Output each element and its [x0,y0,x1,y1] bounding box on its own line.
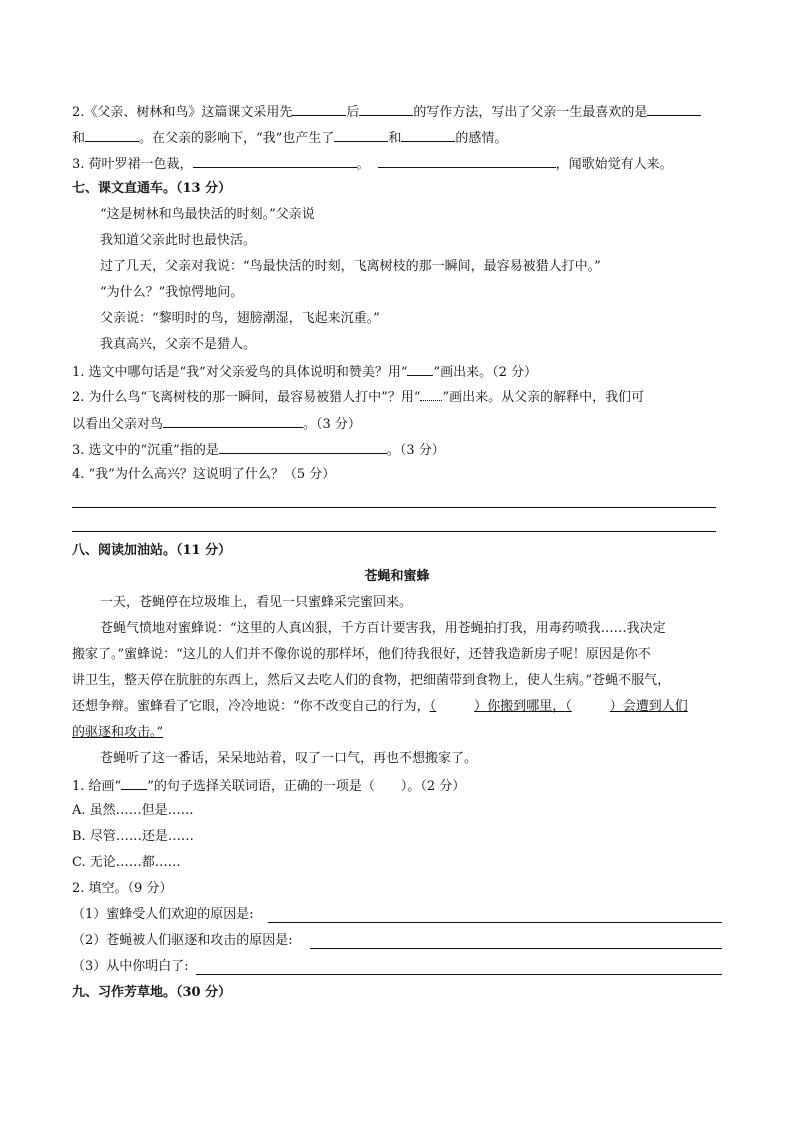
text: （2）苍蝇被人们驱逐和攻击的原因是: [72,933,293,948]
sec7-q2-line1 [72,388,644,407]
story-line: 讲卫生，整天停在肮脏的东西上，然后又去吃人们的食物，把细菌带到食物上，使人生病。”苍蝇不服气， [72,673,671,688]
sec7-q3 [72,440,445,460]
q2-line2 [72,128,507,148]
option-c[interactable]: C. 无论……都…… [72,855,181,870]
sec7-q1 [72,362,537,382]
text: ”画出来。从父亲的解释中，我们可 [442,390,645,405]
story-line-underlined [72,698,688,716]
underline-mark [121,776,147,790]
text: 后 [346,105,360,120]
fill-item-1 [72,906,254,924]
answer-paren[interactable] [572,698,610,716]
answer-line[interactable] [72,507,716,508]
story-line: 苍蝇气愤地对蜜蜂说：“这里的人真凶狠，千方百计要害我，用苍蝇拍打我，用毒药喷我……我决定 [100,621,666,636]
text: 以看出父亲对鸟 [72,417,164,432]
text: ”画出来。（2 分） [433,365,538,380]
text: 1. 选文中哪句话是“我”对父亲爱鸟的具体说明和赞美？用“ [72,365,408,380]
section7-title: 七、课文直通车。（13 分） [72,181,232,196]
paren-open: （ [429,699,437,714]
sec7-q2-line2 [72,414,361,434]
blank[interactable] [292,102,346,116]
fill-item-2 [72,932,293,950]
text: 1. 给画“ [72,779,122,794]
underlined-sentence [430,699,688,714]
text: 。在父亲的影响下，“我”也产生了 [139,131,335,146]
fill-item-3 [72,958,189,976]
story-line: 苍蝇听了这一番话，呆呆地站着，叹了一口气，再也不想搬家了。 [100,751,478,766]
text: 2.《父亲、树林和鸟》这篇课文采用先 [72,105,293,120]
q2-line1 [72,102,701,122]
text: 。 [356,157,370,172]
blank[interactable] [163,414,303,428]
passage-line: 我知道父亲此时也最快活。 [100,233,257,248]
story-title: 苍蝇和蜜蜂 [364,569,430,584]
paren-open: （ [565,699,572,714]
q3-line [72,154,673,174]
option-a[interactable]: A. 虽然……但是…… [72,803,194,818]
text: 你搬到哪里， [487,699,566,714]
sec8-q1 [72,776,465,796]
section9-title: 九、习作芳草地。（30 分） [72,985,232,1000]
answer-line[interactable] [196,974,722,975]
blank[interactable] [219,440,387,454]
blank[interactable] [401,128,455,142]
wavy-line-mark [420,388,442,401]
passage-line: “这是树林和鸟最快活的时刻。”父亲说 [100,207,315,222]
passage-line: 父亲说：“黎明时的鸟，翅膀潮湿，飞起来沉重。” [100,311,380,326]
text: 。（3 分） [386,443,445,458]
blank[interactable] [359,102,413,116]
story-line: 一天，苍蝇停在垃圾堆上，看见一只蜜蜂采完蜜回来。 [100,595,413,610]
answer-line[interactable] [310,948,722,949]
story-line-underlined: 的驱逐和攻击。” [72,725,164,740]
text: 。（3 分） [303,417,361,432]
text: 3. 荷叶罗裙一色裁， [72,157,193,172]
paren-close: ） [609,699,623,714]
section8-title: 八、阅读加油站。（11 分） [72,543,232,558]
blank[interactable] [378,154,556,168]
text: 3. 选文中的“沉重”指的是 [72,443,219,458]
blank[interactable] [85,128,139,142]
sec7-q4: 4. “我”为什么高兴？这说明了什么？（5 分） [72,467,336,482]
text: 和 [72,131,86,146]
answer-paren[interactable] [436,698,474,716]
sec8-q2: 2. 填空。（9 分） [72,881,173,896]
text: 和 [388,131,402,146]
text: ）。（2 分） [400,779,466,794]
option-b[interactable]: B. 尽管……还是…… [72,829,194,844]
text: 会遭到人们 [622,699,688,714]
blank[interactable] [193,154,357,168]
text: 的写作方法，写出了父亲一生最喜欢的是 [413,105,648,120]
text: ”的句子选择关联词语，正确的一项是（ [147,779,375,794]
blank[interactable] [647,102,701,116]
paren-close: ） [474,699,488,714]
passage-line: 过了几天，父亲对我说：“鸟最快活的时刻，飞离树枝的那一瞬间，最容易被猎人打中。” [100,259,601,274]
text: 的感情。 [455,131,508,146]
passage-line: 我真高兴，父亲不是猎人。 [100,337,257,352]
answer-line[interactable] [72,531,716,532]
text: （1）蜜蜂受人们欢迎的原因是: [72,907,254,922]
story-line: 搬家了。”蜜蜂说：“这儿的人们并不像你说的那样坏，他们待我很好，还替我造新房子呢！原因是你不 [72,647,651,662]
answer-line[interactable] [268,922,722,923]
text: 2. 为什么鸟“飞离树枝的那一瞬间，最容易被猎人打中”？用“ [72,390,421,405]
text: ，闻歌始觉有人来。 [555,157,673,172]
passage-line: “为什么？”我惊愕地问。 [100,285,244,300]
blank[interactable] [334,128,388,142]
underline-mark [407,362,433,376]
text: （3）从中你明白了: [72,959,189,974]
text: 还想争辩。蜜蜂看了它眼，冷冷地说：“你不改变自己的行为， [72,699,430,714]
